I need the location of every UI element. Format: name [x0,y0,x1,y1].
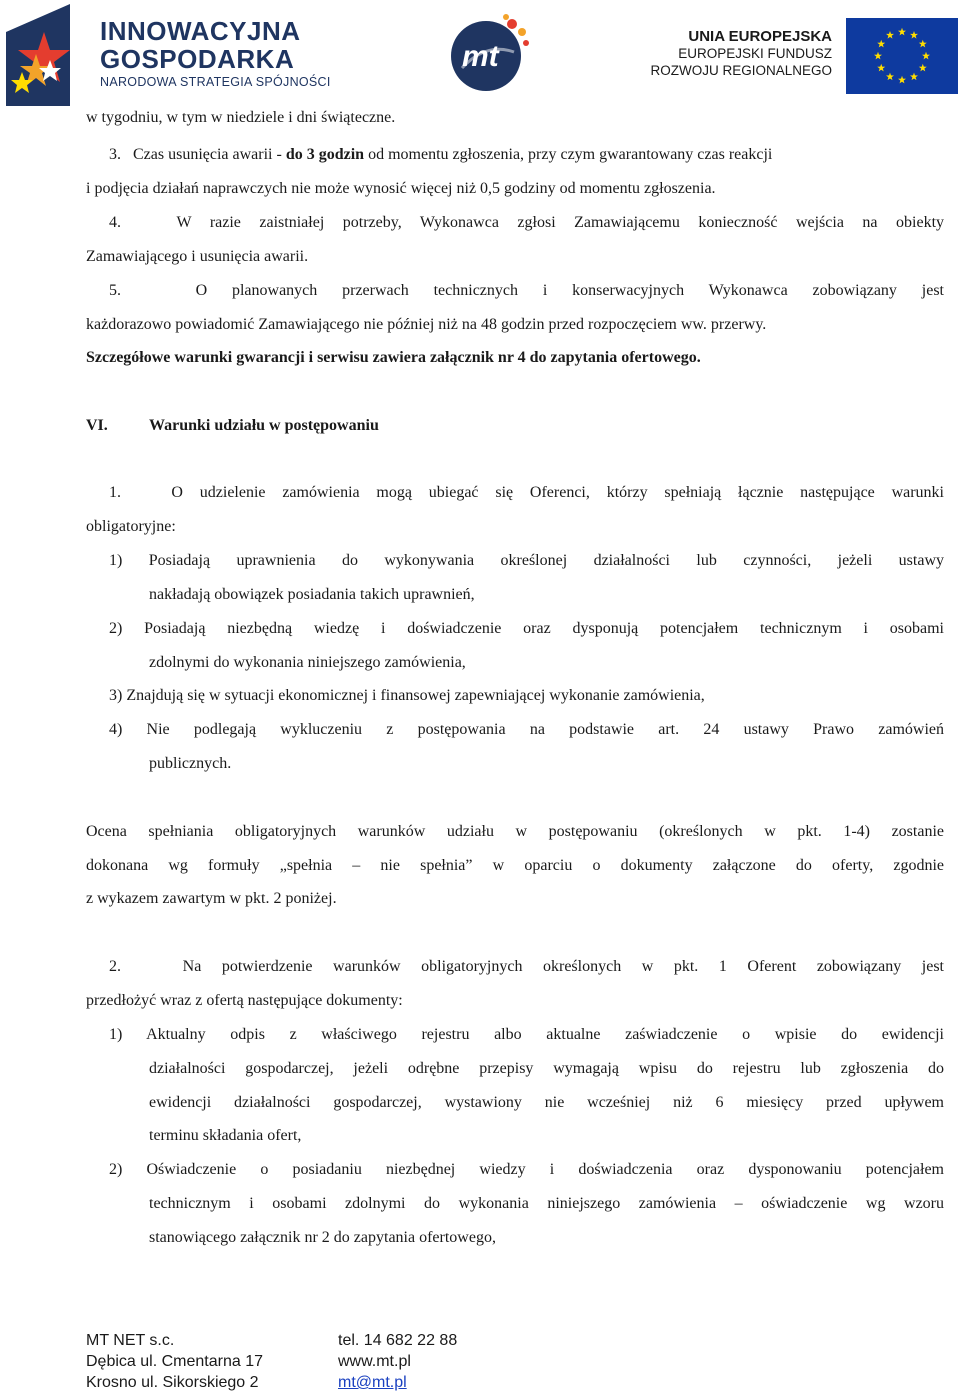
eu-logo-text [640,28,832,79]
subsection-2 [109,957,944,977]
text-line: ewidencji działalności gospodarczej, wystawiony nie wcześniej niż 6 miesięcy przed upływem [149,1094,944,1111]
text-segment: O udzielenie zamówienia mogą ubiegać się Oferenci, którzy spełniają łącznie następujące warunki [171,484,945,501]
eu-line-1: UNIA EUROPEJSKA [688,28,832,45]
eu-line-2: EUROPEJSKI FUNDUSZ [678,46,832,61]
text-line: Ocena spełniania obligatoryjnych warunków udziału w postępowaniu (określonych w pkt. 1-4) zostanie [86,823,944,840]
list-item-4 [109,213,944,233]
text-line: technicznym i osobami zdolnymi do wykonania niniejszego zamówienia – oświadczenie wg wzoru [149,1195,944,1212]
text-line: zdolnymi do wykonania niniejszego zamówienia, [149,654,466,671]
text-line: każdorazowo powiadomić Zamawiającego nie później niż na 48 godzin przed rozpoczęciem ww. przerwy. [86,316,767,333]
logo-line-1: INNOWACYJNA [100,16,301,46]
text-line: Zamawiającego i usunięcia awarii. [86,248,309,265]
text-line: nakładają obowiązek posiadania takich uprawnień, [149,586,475,603]
list-item: 2) Posiadają niezbędną wiedzę i doświadczenie oraz dysponują potencjałem technicznym i osobami [109,620,944,637]
text-line: dokonana wg formuły „spełnia – nie spełnia” w oparciu o dokumenty załączone do oferty, zgodnie [86,857,944,874]
document-header [0,0,960,105]
item-number: 1. [109,484,121,501]
document-footer [0,1330,960,1399]
text-line: obligatoryjne: [86,518,176,535]
item-number: 4. [109,214,121,231]
section-title: Warunki udziału w postępowaniu [149,417,379,434]
footer-contact-column [338,1330,457,1393]
list-item-5 [109,281,944,301]
mt-logo-icon [448,12,534,94]
text-line: terminu składania ofert, [149,1127,302,1144]
list-item: 1) Aktualny odpis z właściwego rejestru albo aktualne zaświadczenie o wpisie do ewidencji [109,1026,944,1043]
item-number: 5. [109,282,121,299]
eu-line-3: ROZWOJU REGIONALNEGO [650,63,832,78]
text-line: publicznych. [149,755,232,772]
logo-line-2: GOSPODARKA [100,44,295,74]
item-number: 3. [109,146,121,163]
logo-line-3: NARODOWA STRATEGIA SPÓJNOŚCI [100,75,331,89]
text-line: działalności gospodarczej, jeżeli odrębne przepisy wymagają wpisu do rejestru lub zgłoszenia do [149,1060,944,1077]
eu-flag-icon [846,18,958,94]
svg-text:mt: mt [462,40,499,73]
text-line: przedłożyć wraz z ofertą następujące dokumenty: [86,992,403,1009]
bold-note: Szczegółowe warunki gwarancji i serwisu zawiera załącznik nr 4 do zapytania ofertowego. [86,349,701,366]
innowacyjna-gospodarka-logo [4,2,339,102]
footer-company: MT NET s.c. [86,1332,175,1349]
footer-address: Krosno ul. Sikorskiego 2 [86,1374,259,1391]
text-segment: W razie zaistniałej potrzeby, Wykonawca zgłosi Zamawiającemu konieczność wejścia na obiekty [176,214,945,231]
list-item: 1) Posiadają uprawnienia do wykonywania określonej działalności lub czynności, jeżeli ustawy [109,552,944,569]
text-line: i podjęcia działań naprawczych nie może wynosić więcej niż 0,5 godziny od momentu zgłoszenia. [86,180,716,197]
footer-email-link[interactable]: mt@mt.pl [338,1374,407,1391]
bold-text: do 3 godzin [285,146,365,163]
subsection-1 [109,483,944,503]
list-item: 2) Oświadczenie o posiadaniu niezbędnej wiedzy i doświadczenia oraz dysponowaniu potencjałem [109,1161,944,1178]
star-icon [4,2,82,106]
list-item-3 [109,145,944,165]
list-item: 3) Znajdują się w sytuacji ekonomicznej i finansowej zapewniającej wykonanie zamówienia, [109,687,705,704]
footer-address: Dębica ul. Cmentarna 17 [86,1353,263,1370]
text-line: stanowiącego załącznik nr 2 do zapytania ofertowego, [149,1229,496,1246]
section-number: VI. [86,417,108,434]
list-item: 4) Nie podlegają wykluczeniu z postępowania na podstawie art. 24 ustawy Prawo zamówień [109,721,944,738]
item-number: 2. [109,958,121,975]
text-line: w tygodniu, w tym w niedziele i dni świąteczne. [86,109,396,126]
footer-phone: tel. 14 682 22 88 [338,1332,458,1349]
footer-address-column [86,1330,263,1393]
text-line: z wykazem zawartym w pkt. 2 poniżej. [86,890,337,907]
footer-website[interactable]: www.mt.pl [338,1353,411,1370]
text-segment: Czas usunięcia awarii - [133,146,286,163]
text-segment: od momentu zgłoszenia, przy czym gwarantowany czas reakcji [364,146,773,163]
text-segment: Na potwierdzenie warunków obligatoryjnych określonych w pkt. 1 Oferent zobowiązany jest [182,958,944,975]
text-segment: O planowanych przerwach technicznych i konserwacyjnych Wykonawca zobowiązany jest [195,282,944,299]
